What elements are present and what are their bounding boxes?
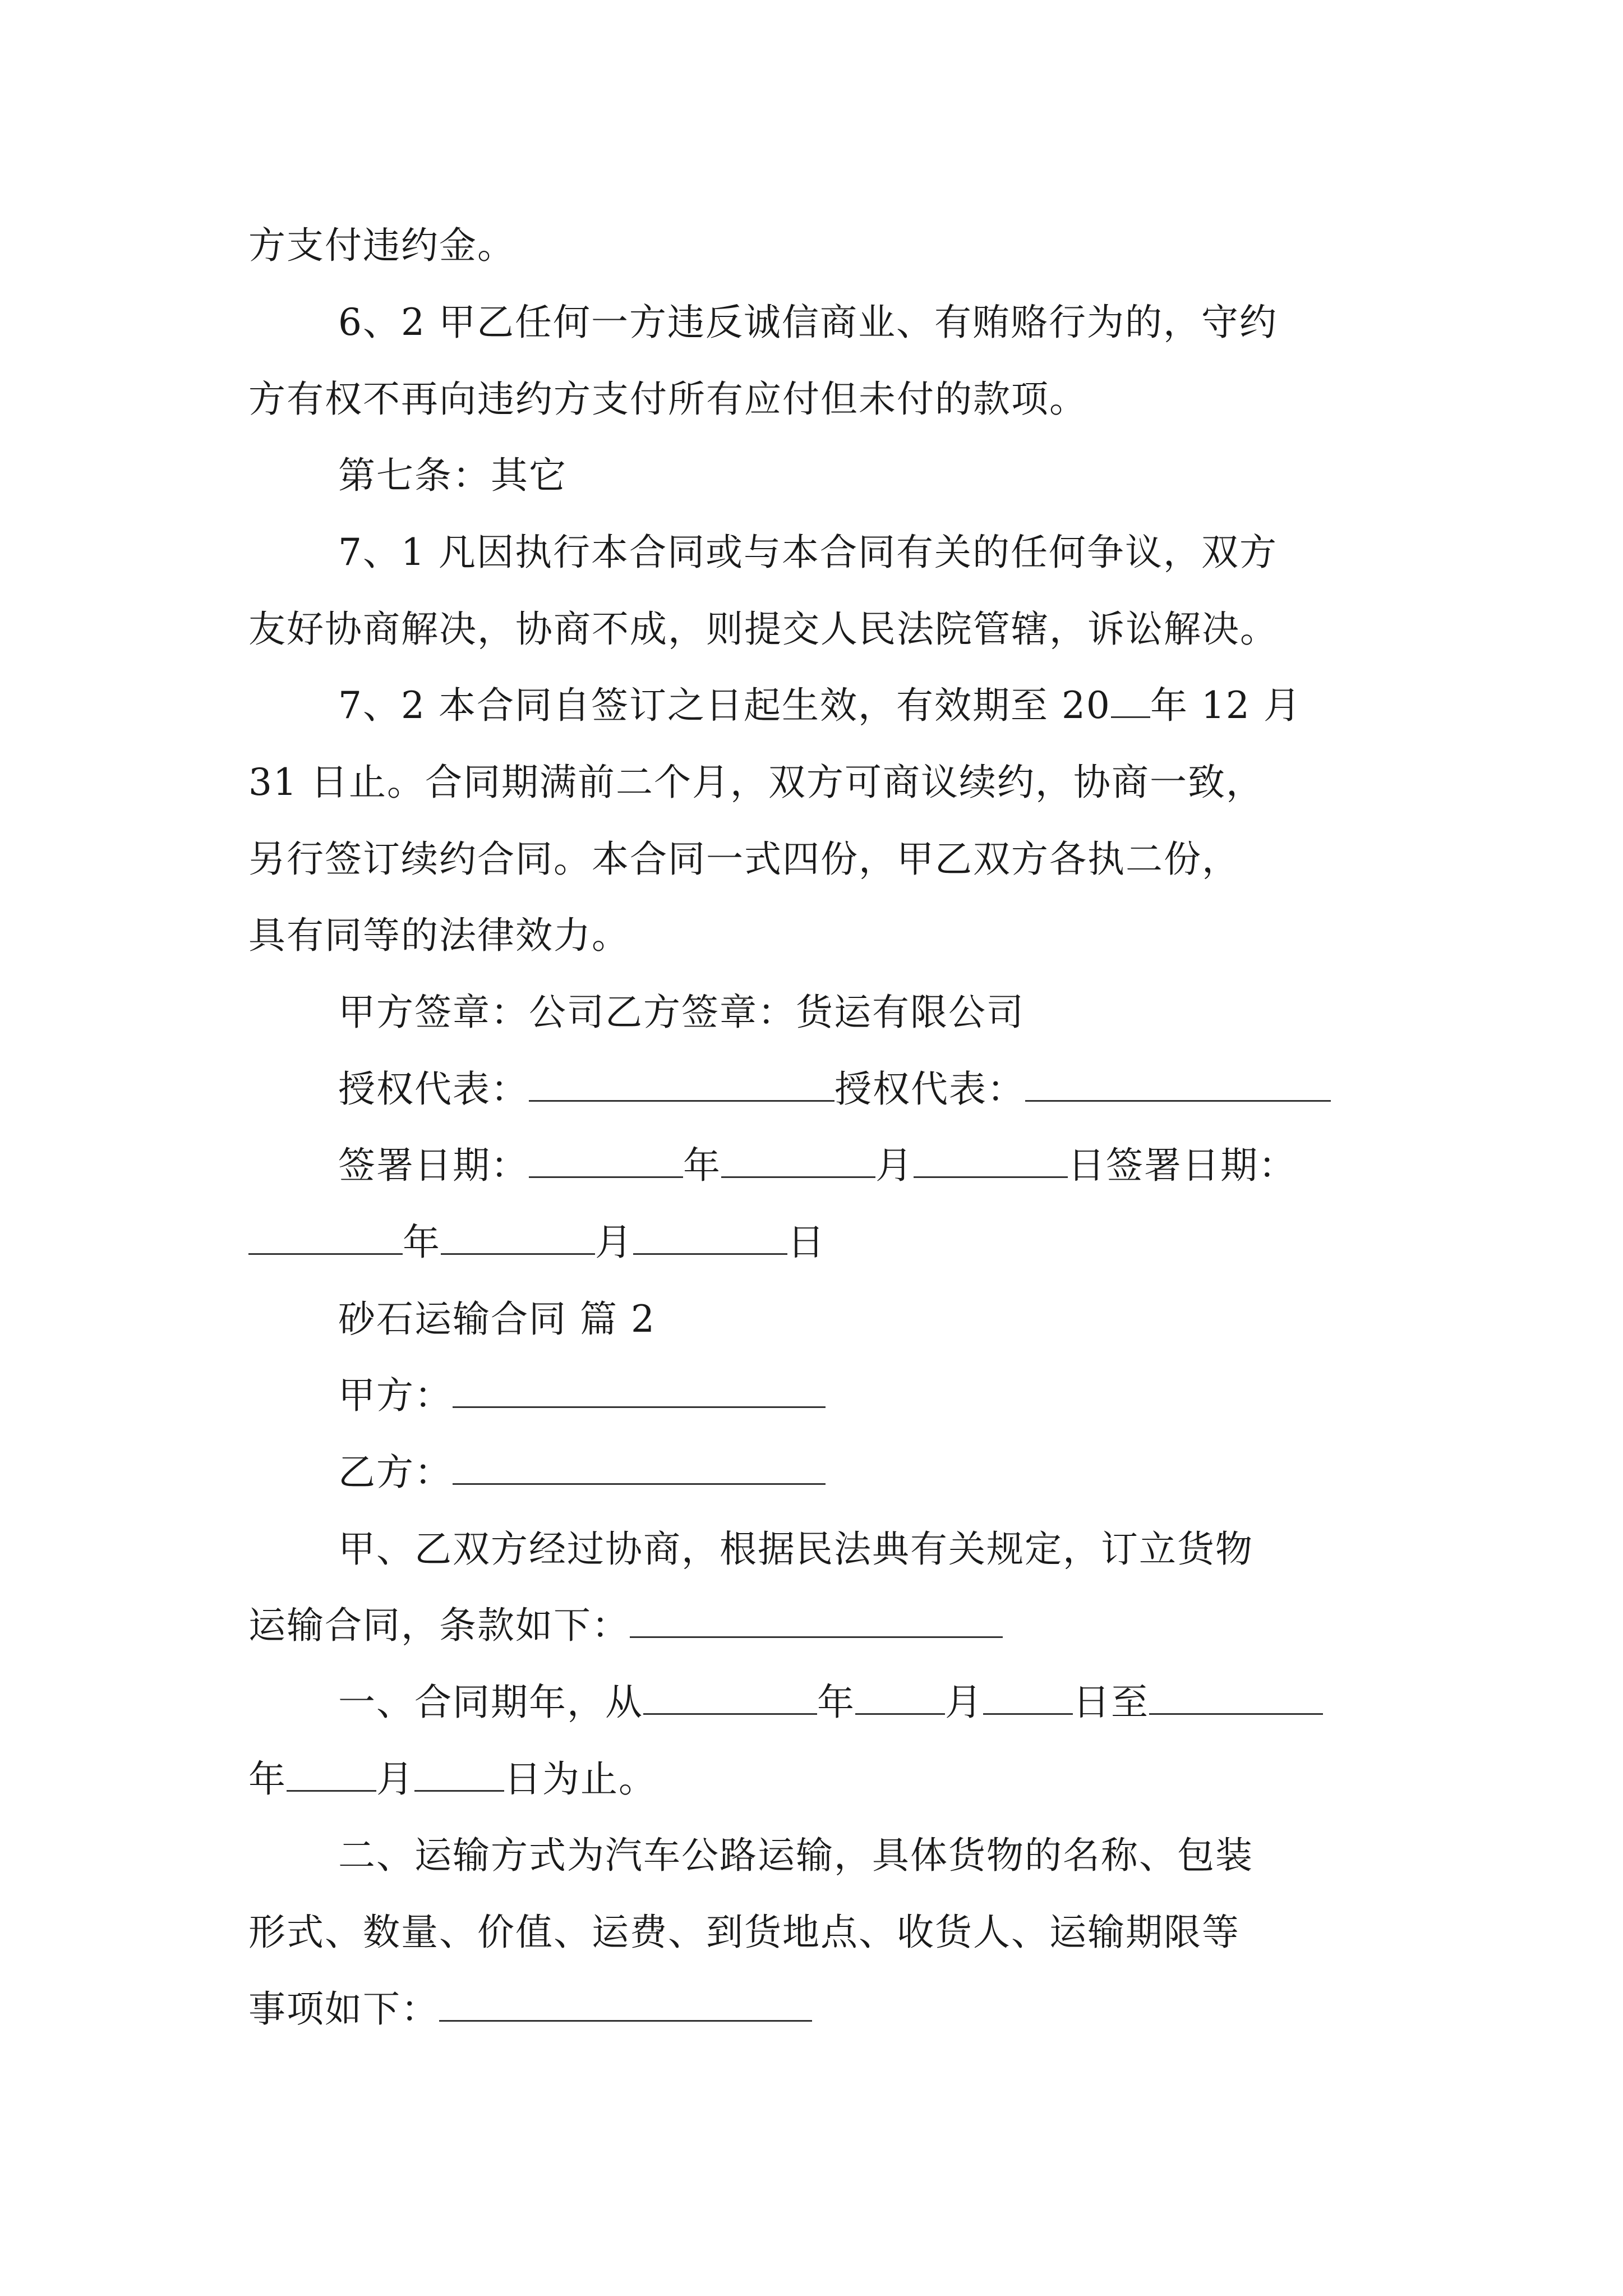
party-b (338, 1450, 1505, 1495)
text-segment: 运输合同，条款如下： (248, 1604, 630, 1647)
text-line: 31 日止。合同期满前二个月，双方可商议续约，协商一致， (248, 761, 1264, 804)
blank-line (529, 1145, 683, 1178)
blank-line (855, 1682, 945, 1715)
contract-period-continued (248, 1757, 1415, 1802)
blank-line (914, 1145, 1068, 1178)
blank-line (983, 1682, 1073, 1715)
text-segment: 授权代表： (338, 1068, 529, 1111)
clause-7-2 (338, 683, 1505, 728)
blank-line (453, 1452, 826, 1485)
blank-line (248, 1222, 403, 1255)
text-segment: 月 (376, 1757, 414, 1801)
text-segment: 月 (875, 1144, 914, 1187)
article-7-heading: 第七条：其它 (338, 454, 567, 497)
text-segment: 年 (683, 1144, 721, 1187)
text-segment: 月 (945, 1681, 983, 1724)
authorized-representatives (338, 1067, 1505, 1112)
text-segment: 年 12 月 (1150, 684, 1302, 727)
transport-method: 二、运输方式为汽车公路运输，具体货物的名称、包装 (338, 1834, 1253, 1877)
text-line: 另行签订续约合同。本合同一式四份，甲乙双方各执二份， (248, 838, 1240, 881)
text-segment: 年 (403, 1221, 441, 1264)
text-segment: 日签署日期： (1068, 1144, 1297, 1187)
text-line: 方支付违约金。 (248, 224, 515, 267)
text-segment: 7、2 本合同自签订之日起生效，有效期至 20 (338, 684, 1111, 727)
text-line: 形式、数量、价值、运费、到货地点、收货人、运输期限等 (248, 1911, 1240, 1954)
blank-line (633, 1222, 787, 1255)
blank-line (439, 1989, 812, 2022)
blank-line (441, 1222, 595, 1255)
text-line (248, 1987, 1415, 2032)
text-segment: 日为止。 (504, 1757, 657, 1801)
text-segment: 日 (787, 1221, 826, 1264)
blank-line (529, 1069, 834, 1102)
text-segment: 年 (248, 1757, 287, 1801)
party-a (338, 1373, 1505, 1418)
blank-line (721, 1145, 875, 1178)
text-segment: 乙方： (338, 1451, 453, 1494)
signing-date-continued (248, 1220, 1415, 1265)
blank-line (630, 1605, 1003, 1638)
text-segment: 月 (595, 1221, 633, 1264)
text-segment: 一、合同期年，从 (338, 1681, 643, 1724)
preamble: 甲、乙双方经过协商，根据民法典有关规定，订立货物 (338, 1527, 1253, 1571)
text-segment: 日至 (1073, 1681, 1149, 1724)
signature-parties: 甲方签章：公司乙方签章：货运有限公司 (338, 991, 1025, 1034)
preamble-continued (248, 1603, 1415, 1648)
blank-line (1025, 1069, 1331, 1102)
text-line: 友好协商解决，协商不成，则提交人民法院管辖，诉讼解决。 (248, 608, 1278, 651)
blank-line (1111, 685, 1150, 718)
signing-date (338, 1143, 1505, 1188)
text-segment: 年 (817, 1681, 855, 1724)
contract-period (338, 1680, 1505, 1725)
clause-7-1: 7、1 凡因执行本合同或与本合同有关的任何争议，双方 (338, 531, 1278, 574)
text-segment: 甲方： (338, 1374, 453, 1417)
text-segment: 签署日期： (338, 1144, 529, 1187)
blank-line (453, 1375, 826, 1408)
blank-line (414, 1759, 504, 1792)
text-segment: 授权代表： (834, 1068, 1025, 1111)
clause-6-2: 6、2 甲乙任何一方违反诚信商业、有贿赂行为的，守约 (338, 301, 1278, 344)
text-line: 方有权不再向违约方支付所有应付但未付的款项。 (248, 378, 1087, 421)
blank-line (643, 1682, 817, 1715)
blank-line (1149, 1682, 1323, 1715)
text-segment: 事项如下： (248, 1987, 439, 2031)
blank-line (287, 1759, 376, 1792)
text-line: 具有同等的法律效力。 (248, 914, 630, 957)
section-title: 砂石运输合同 篇 2 (338, 1297, 656, 1341)
